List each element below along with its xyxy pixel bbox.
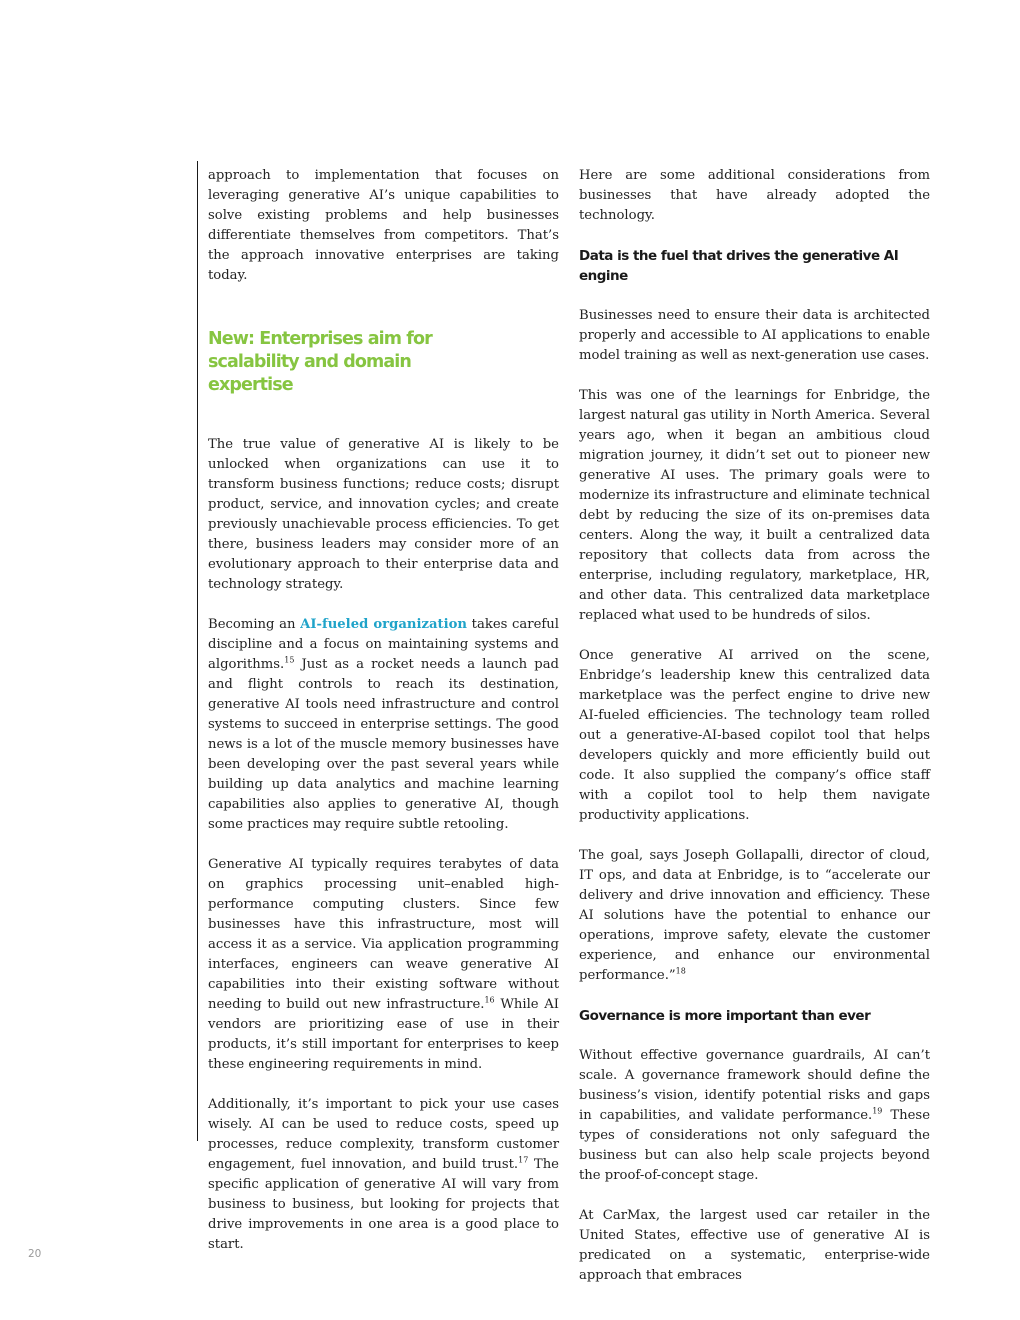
paragraph-text: Just as a rocket needs a launch pad and flight controls to reach its destination, generative AI tools need infrastructure and control systems to succeed in enterprise settings. The good news is a lot of the muscle memory businesses have been developing over the past several years while building up data analytics and machine learning capabilities also applies to generative AI, though some practices may require subtle retooling. [208,657,559,832]
paragraph-text: The specific application of generative AI will vary from business to business, but looking for projects that drive improvements in one area is a good place to start. [208,1157,559,1252]
ai-fueled-organization-link[interactable]: AI-fueled organization [300,617,467,632]
paragraph-text: Without effective governance guardrails, AI can’t scale. A governance framework should define the business’s vision, identify potential risks and gaps in capabilities, and validate performance. [579,1048,930,1123]
column-divider-rule [197,161,198,1141]
subheading-governance: Governance is more important than ever [579,1008,871,1024]
paragraph-text: Generative AI typically requires terabytes of data on graphics processing unit–enabled high-performance computing clusters. Since few businesses have this infrastructure, most will access it as a service. Via application programming interfaces, engineers can weave generative AI capabilities into their existing software without needing to build out new infrastructure. [208,857,559,1012]
footnote-ref: 15 [284,655,295,665]
intro-paragraph: approach to implementation that focuses on leveraging generative AI’s unique capabilities to solve existing problems and help businesses differentiate themselves from competitors. That’s the approach innovative enterprises are taking today. [208,168,559,283]
paragraph-text: Additionally, it’s important to pick your use cases wisely. AI can be used to reduce costs, speed up processes, reduce complexity, transform customer engagement, fuel innovation, and build trust. [208,1097,559,1172]
page-number: 20 [28,1248,42,1260]
paragraph-text: Becoming an [208,617,301,632]
body-paragraph: The true value of generative AI is likely to be unlocked when organizations can use it to transform business functions; reduce costs; disrupt product, service, and innovation cycles; and create previously unachievable process efficiencies. To get there, business leaders may consider more of an evolutionary approach to their enterprise data and technology strategy. [208,437,559,592]
paragraph-text: These types of considerations not only safeguard the business but can also help scale projects beyond the proof-of-concept stage. [579,1108,930,1183]
paragraph-text: While AI vendors are prioritizing ease of use in their products, it’s still important for enterprises to keep these engineering requirements in mind. [208,997,559,1072]
left-column [208,166,559,1255]
footnote-ref: 17 [518,1155,529,1165]
paragraph-text: The goal, says Joseph Gollapalli, director of cloud, IT ops, and data at Enbridge, is to “accelerate our delivery and drive innovation and efficiency. These AI solutions have the potential to enhance our operations, improve safety, elevate the customer experience, and enhance our environmental performance.” [579,848,930,983]
section-heading: New: Enterprises aim for scalability and domain expertise [208,329,432,395]
body-paragraph [208,1095,559,1255]
body-paragraph: This was one of the learnings for Enbridge, the largest natural gas utility in North America. Several years ago, when it began an ambitious cloud migration journey, it didn’t set out to pioneer new generative AI uses. The primary goals were to modernize its infrastructure and eliminate technical debt by reducing the size of its on-premises data centers. Along the way, it built a centralized data repository that collects data from across the enterprise, including regulatory, marketplace, HR, and other data. This centralized data marketplace replaced what used to be hundreds of silos. [579,388,930,623]
paragraph-text: takes careful discipline and a focus on maintaining systems and algorithms. [208,617,559,672]
body-paragraph: At CarMax, the largest used car retailer in the United States, effective use of generative AI is predicated on a systematic, enterprise-wide approach that embraces [579,1208,930,1283]
intro-paragraph: Here are some additional considerations from businesses that have already adopted the technology. [579,168,930,223]
body-paragraph: Businesses need to ensure their data is architected properly and accessible to AI applications to enable model training as well as next-generation use cases. [579,308,930,363]
body-paragraph [208,855,559,1075]
footnote-ref: 19 [872,1106,883,1116]
subheading-data-fuel: Data is the fuel that drives the generative AI engine [579,248,899,284]
body-paragraph [208,615,559,835]
body-paragraph [579,846,930,986]
body-paragraph: Once generative AI arrived on the scene, Enbridge’s leadership knew this centralized data marketplace was the perfect engine to drive new AI-fueled efficiencies. The technology team rolled out a generative-AI-based copilot tool that helps developers quickly and more efficiently build out code. It also supplied the company’s office staff with a copilot tool to help them navigate productivity applications. [579,648,930,823]
footnote-ref: 18 [675,966,686,976]
footnote-ref: 16 [484,995,495,1005]
right-column [579,166,930,1286]
body-paragraph [579,1046,930,1186]
